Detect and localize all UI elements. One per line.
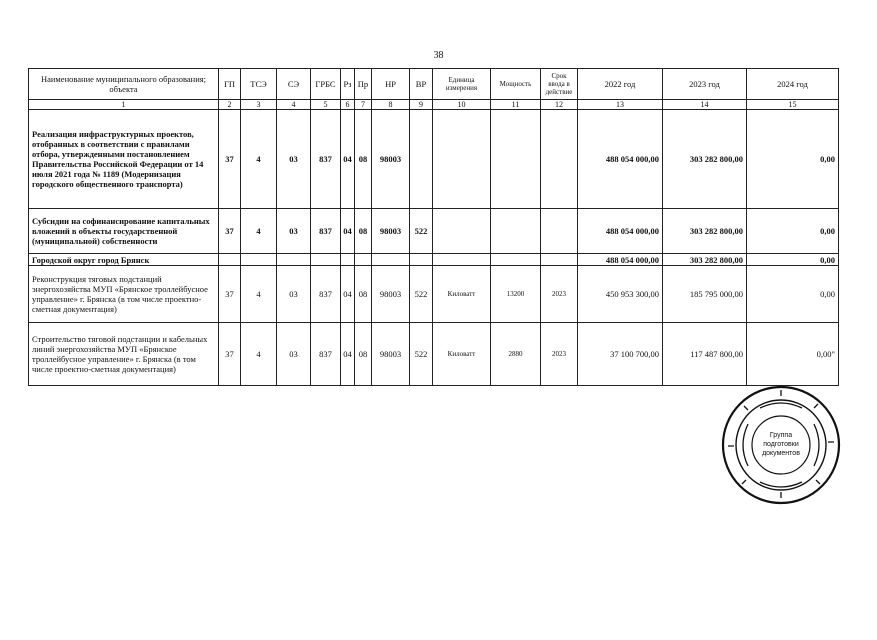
cell-grbs — [311, 254, 341, 266]
cell-power — [491, 110, 541, 209]
col-header-gp: ГП — [219, 69, 241, 100]
row-name: Городской округ город Брянск — [29, 254, 219, 266]
cell-grbs: 837 — [311, 323, 341, 386]
cell-se: 03 — [277, 323, 311, 386]
col-index: 8 — [372, 100, 410, 110]
cell-power: 13200 — [491, 266, 541, 323]
page-number: 38 — [433, 50, 444, 61]
col-header-rz: Рз — [341, 69, 355, 100]
cell-vr — [410, 254, 433, 266]
col-header-2022: 2022 год — [578, 69, 663, 100]
cell-grbs: 837 — [311, 209, 341, 254]
table-row — [29, 254, 839, 266]
cell-pr: 08 — [355, 323, 372, 386]
cell-unit — [433, 110, 491, 209]
col-index: 15 — [747, 100, 839, 110]
cell-grbs: 837 — [311, 266, 341, 323]
official-stamp — [720, 384, 842, 506]
col-index: 10 — [433, 100, 491, 110]
cell-term — [541, 209, 578, 254]
col-index: 2 — [219, 100, 241, 110]
col-index: 3 — [241, 100, 277, 110]
col-header-tse: ТСЭ — [241, 69, 277, 100]
cell-nr: 98003 — [372, 323, 410, 386]
cell-term: 2023 — [541, 266, 578, 323]
cell-2024: 0,00 — [747, 266, 839, 323]
cell-pr — [355, 254, 372, 266]
cell-2023: 185 795 000,00 — [663, 266, 747, 323]
table-row — [29, 323, 839, 386]
col-header-pr: Пр — [355, 69, 372, 100]
cell-2022: 488 054 000,00 — [578, 254, 663, 266]
row-name: Реализация инфраструктурных проектов, отобранных в соответствии с правилами отбора, утвержденными постановлением Правительства Российской Федерации от 14 июля 2021 года № 1189 (Модернизация городского общественного транспорта) — [29, 110, 219, 209]
index-row — [29, 100, 839, 110]
col-index: 6 — [341, 100, 355, 110]
cell-gp: 37 — [219, 110, 241, 209]
cell-tse: 4 — [241, 323, 277, 386]
cell-nr: 98003 — [372, 266, 410, 323]
col-header-grbs: ГРБС — [311, 69, 341, 100]
col-index: 1 — [29, 100, 219, 110]
col-index: 7 — [355, 100, 372, 110]
cell-se — [277, 254, 311, 266]
cell-rz — [341, 254, 355, 266]
col-index: 5 — [311, 100, 341, 110]
cell-2023: 303 282 800,00 — [663, 209, 747, 254]
cell-term: 2023 — [541, 323, 578, 386]
row-name: Реконструкция тяговых подстанций энергохозяйства МУП «Брянское троллейбусное управление» г. Брянска (в том числе проектно-сметная документация) — [29, 266, 219, 323]
cell-rz: 04 — [341, 323, 355, 386]
cell-power: 2880 — [491, 323, 541, 386]
cell-gp: 37 — [219, 209, 241, 254]
col-index: 13 — [578, 100, 663, 110]
col-header-unit: Единица измерения — [433, 69, 491, 100]
cell-gp — [219, 254, 241, 266]
cell-rz: 04 — [341, 209, 355, 254]
cell-pr: 08 — [355, 110, 372, 209]
cell-pr: 08 — [355, 266, 372, 323]
cell-rz: 04 — [341, 110, 355, 209]
cell-unit: Киловатт — [433, 323, 491, 386]
cell-2024: 0,00" — [747, 323, 839, 386]
cell-nr — [372, 254, 410, 266]
col-header-vr: ВР — [410, 69, 433, 100]
cell-power — [491, 209, 541, 254]
table-row — [29, 266, 839, 323]
cell-nr: 98003 — [372, 209, 410, 254]
cell-2024: 0,00 — [747, 254, 839, 266]
cell-2023: 303 282 800,00 — [663, 254, 747, 266]
cell-rz: 04 — [341, 266, 355, 323]
table-row — [29, 209, 839, 254]
col-header-power: Мощность — [491, 69, 541, 100]
cell-tse: 4 — [241, 209, 277, 254]
col-index: 9 — [410, 100, 433, 110]
stamp-line: подготовки — [763, 441, 799, 448]
budget-table — [28, 68, 839, 386]
cell-unit — [433, 254, 491, 266]
cell-tse: 4 — [241, 110, 277, 209]
cell-term — [541, 254, 578, 266]
cell-vr — [410, 110, 433, 209]
cell-vr: 522 — [410, 209, 433, 254]
col-header-term: Срок ввода в действие — [541, 69, 578, 100]
cell-term — [541, 110, 578, 209]
cell-vr: 522 — [410, 323, 433, 386]
cell-se: 03 — [277, 266, 311, 323]
cell-2024: 0,00 — [747, 209, 839, 254]
col-header-nr: НР — [372, 69, 410, 100]
cell-2022: 488 054 000,00 — [578, 209, 663, 254]
cell-2022: 450 953 300,00 — [578, 266, 663, 323]
col-header-name: Наименование муниципального образования; объекта — [29, 69, 219, 100]
stamp-line: Группа — [769, 432, 793, 439]
cell-2022: 37 100 700,00 — [578, 323, 663, 386]
row-name: Строительство тяговой подстанции и кабельных линий энергохозяйства МУП «Брянское троллейбусное управление» г. Брянска (в том числе проектно-сметная документация) — [29, 323, 219, 386]
cell-gp: 37 — [219, 266, 241, 323]
table-row — [29, 110, 839, 209]
stamp-line: документов — [762, 450, 800, 457]
cell-tse — [241, 254, 277, 266]
col-index: 11 — [491, 100, 541, 110]
col-header-se: СЭ — [277, 69, 311, 100]
col-index: 12 — [541, 100, 578, 110]
row-name: Субсидии на софинансирование капитальных вложений в объекты государственной (муниципальной) собственности — [29, 209, 219, 254]
cell-power — [491, 254, 541, 266]
col-header-2024: 2024 год — [747, 69, 839, 100]
cell-se: 03 — [277, 110, 311, 209]
cell-vr: 522 — [410, 266, 433, 323]
cell-2022: 488 054 000,00 — [578, 110, 663, 209]
cell-pr: 08 — [355, 209, 372, 254]
cell-unit: Киловатт — [433, 266, 491, 323]
cell-unit — [433, 209, 491, 254]
col-index: 14 — [663, 100, 747, 110]
cell-gp: 37 — [219, 323, 241, 386]
cell-tse: 4 — [241, 266, 277, 323]
cell-2023: 117 487 800,00 — [663, 323, 747, 386]
header-row — [29, 69, 839, 100]
cell-se: 03 — [277, 209, 311, 254]
cell-2023: 303 282 800,00 — [663, 110, 747, 209]
cell-grbs: 837 — [311, 110, 341, 209]
cell-2024: 0,00 — [747, 110, 839, 209]
cell-nr: 98003 — [372, 110, 410, 209]
col-header-2023: 2023 год — [663, 69, 747, 100]
col-index: 4 — [277, 100, 311, 110]
